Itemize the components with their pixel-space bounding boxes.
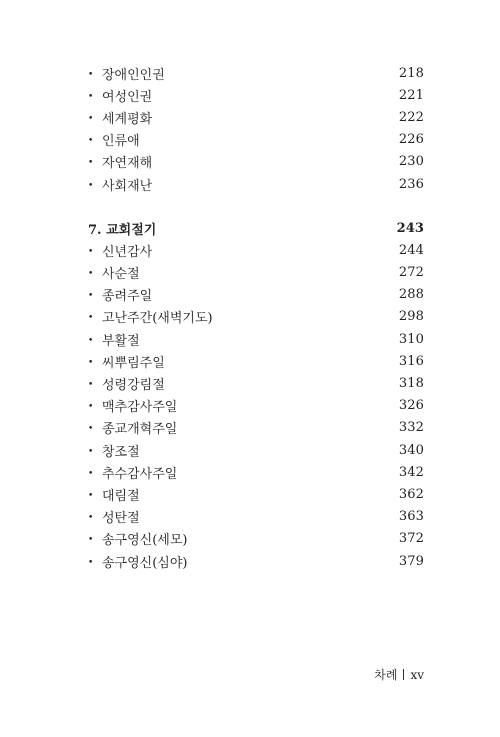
toc-entry-page-number: 272: [398, 265, 424, 281]
toc-entry[interactable]: [88, 506, 424, 528]
toc-section-a: [88, 62, 424, 195]
section-gap: [88, 195, 424, 217]
toc-entry-title: • 장애인인권: [88, 64, 165, 83]
page-footer: [374, 666, 424, 683]
footer-page-number: xv: [410, 667, 424, 682]
toc-entry-title: • 창조절: [88, 441, 140, 460]
toc-entry-page-number: 221: [398, 87, 424, 103]
toc-entry-title: • 씨뿌림주일: [88, 352, 165, 371]
toc-entry-title: • 송구영신(세모): [88, 529, 188, 548]
toc-entry-title: • 여성인권: [88, 86, 152, 105]
toc-entry-page-number: 230: [398, 154, 424, 170]
toc-entry-title: • 부활절: [88, 330, 140, 349]
toc-entry[interactable]: [88, 483, 424, 505]
toc-entry[interactable]: [88, 84, 424, 106]
toc-entry-page-number: 316: [398, 353, 424, 369]
toc-entry[interactable]: [88, 262, 424, 284]
footer-divider: [403, 669, 404, 680]
toc-entry-page-number: 288: [398, 287, 424, 303]
toc-entry-page-number: 362: [398, 486, 424, 502]
toc-entry-title: • 자연재해: [88, 152, 152, 171]
toc-entry-title: • 종려주일: [88, 285, 152, 304]
toc-entry-title: • 맥추감사주일: [88, 396, 177, 415]
toc-entry-page-number: 244: [398, 242, 424, 258]
toc-entry-page-number: 298: [398, 309, 424, 325]
toc-entry[interactable]: [88, 461, 424, 483]
toc-entry[interactable]: [88, 328, 424, 350]
toc-entry-page-number: 236: [398, 176, 424, 192]
table-of-contents: [88, 62, 424, 572]
toc-entry-page-number: 372: [398, 531, 424, 547]
toc-entry-page-number: 310: [398, 331, 424, 347]
toc-entry[interactable]: [88, 439, 424, 461]
toc-section-b: [88, 239, 424, 572]
toc-entry-page-number: 318: [398, 376, 424, 392]
toc-entry[interactable]: [88, 306, 424, 328]
toc-entry[interactable]: [88, 417, 424, 439]
toc-entry-title: • 성탄절: [88, 507, 140, 526]
toc-entry[interactable]: [88, 62, 424, 84]
toc-entry[interactable]: [88, 550, 424, 572]
toc-entry[interactable]: [88, 372, 424, 394]
toc-entry-title: • 대림절: [88, 485, 140, 504]
toc-entry[interactable]: [88, 528, 424, 550]
toc-entry-page-number: 326: [398, 398, 424, 414]
toc-entry-title: • 사회재난: [88, 175, 152, 194]
toc-entry[interactable]: [88, 395, 424, 417]
chapter-title: 7. 교회절기: [88, 222, 157, 238]
toc-entry[interactable]: [88, 239, 424, 261]
toc-entry-title: • 인류애: [88, 130, 140, 149]
toc-entry-title: • 종교개혁주일: [88, 418, 177, 437]
footer-label: 차례: [374, 668, 398, 682]
toc-entry-page-number: 226: [398, 132, 424, 148]
toc-entry[interactable]: [88, 106, 424, 128]
chapter-entry[interactable]: [88, 217, 424, 239]
toc-entry-title: • 송구영신(심야): [88, 552, 188, 571]
toc-entry-title: • 사순절: [88, 263, 140, 282]
toc-entry[interactable]: [88, 284, 424, 306]
toc-entry-title: • 성령강림절: [88, 374, 165, 393]
chapter-page-number: 243: [396, 220, 424, 236]
toc-entry-page-number: 363: [398, 509, 424, 525]
toc-entry-page-number: 379: [398, 553, 424, 569]
toc-entry[interactable]: [88, 350, 424, 372]
toc-entry-page-number: 340: [398, 442, 424, 458]
toc-entry[interactable]: [88, 173, 424, 195]
toc-entry-page-number: 222: [398, 109, 424, 125]
toc-entry[interactable]: [88, 129, 424, 151]
toc-entry-title: • 고난주간(새벽기도): [88, 307, 213, 326]
toc-entry-title: • 신년감사: [88, 241, 152, 260]
toc-entry[interactable]: [88, 151, 424, 173]
toc-entry-page-number: 332: [398, 420, 424, 436]
toc-entry-page-number: 342: [398, 464, 424, 480]
toc-entry-title: • 세계평화: [88, 108, 152, 127]
toc-entry-page-number: 218: [398, 65, 424, 81]
toc-entry-title: • 추수감사주일: [88, 463, 177, 482]
